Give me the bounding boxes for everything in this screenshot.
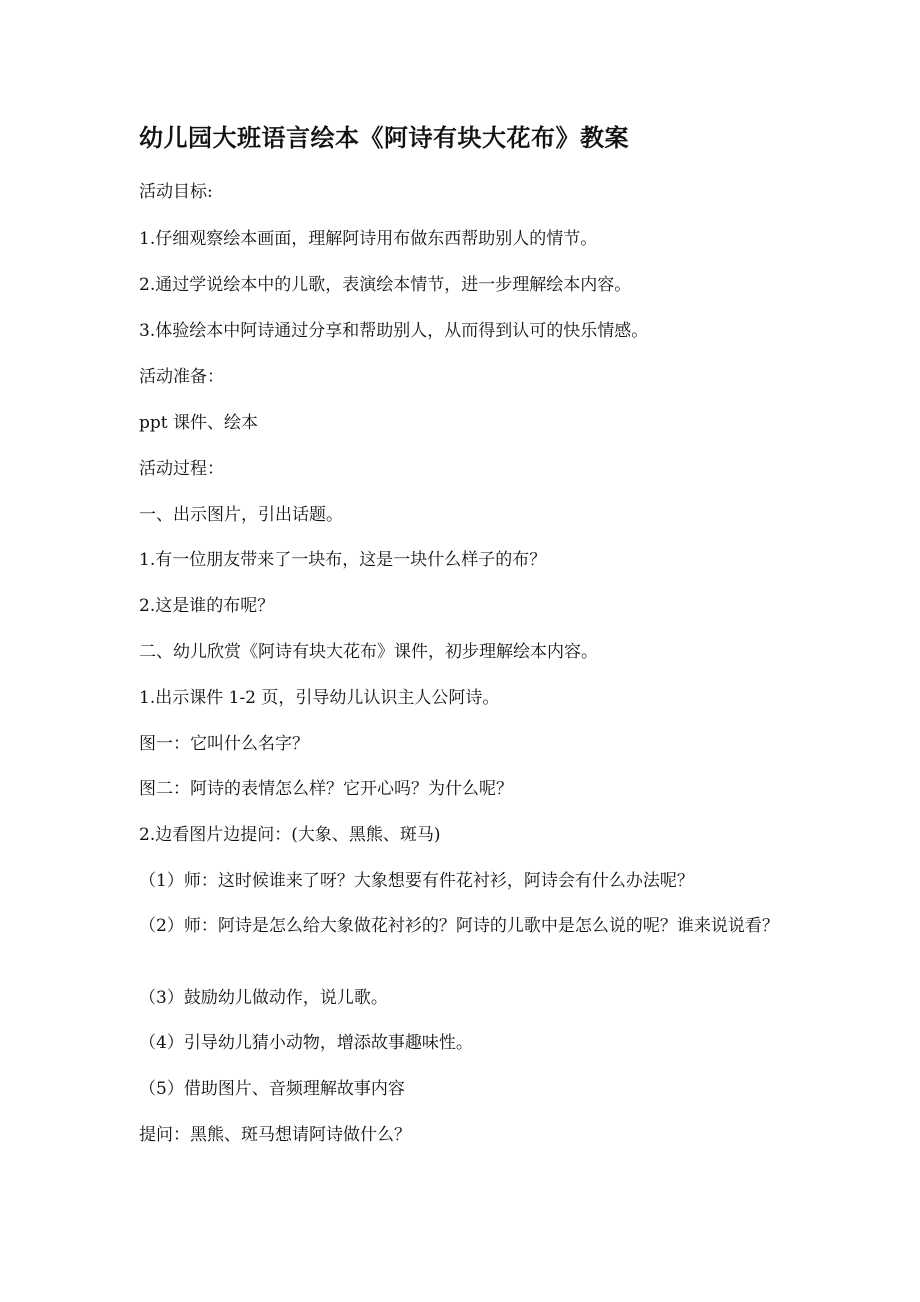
activity-step-5: （5）借助图片、音频理解故事内容 [139,1079,405,1099]
picture-two-question: 图二：阿诗的表情怎么样？它开心吗？为什么呢？ [139,779,513,799]
section-heading-process: 活动过程： [139,459,224,479]
process-step-1: 一、出示图片，引出话题。 [139,505,343,525]
preparation-materials: ppt 课件、绘本 [139,413,258,433]
activity-step-3: （3）鼓励幼儿做动作，说儿歌。 [139,988,388,1008]
goal-item-3: 3.体验绘本中阿诗通过分享和帮助别人，从而得到认可的快乐情感。 [139,321,649,341]
process-question-1: 1.有一位朋友带来了一块布，这是一块什么样子的布？ [139,550,547,570]
goal-item-1: 1.仔细观察绘本画面，理解阿诗用布做东西帮助别人的情节。 [139,229,598,249]
goal-item-2: 2.通过学说绘本中的儿歌，表演绘本情节，进一步理解绘本内容。 [139,275,632,295]
teacher-question-2: （2）师：阿诗是怎么给大象做花衬衫的？阿诗的儿歌中是怎么说的呢？谁来说说看？ [139,916,779,936]
section-heading-preparation: 活动准备： [139,367,224,387]
process-substep-2: 2.边看图片边提问：(大象、黑熊、斑马) [139,825,441,845]
process-step-2: 二、幼儿欣赏《阿诗有块大花布》课件，初步理解绘本内容。 [139,642,598,662]
picture-one-question: 图一：它叫什么名字？ [139,734,309,754]
process-substep-1: 1.出示课件 1-2 页，引导幼儿认识主人公阿诗。 [139,688,500,708]
teacher-question-1: （1）师：这时候谁来了呀？大象想要有件花衬衫，阿诗会有什么办法呢？ [139,871,694,891]
activity-step-4: （4）引导幼儿猜小动物，增添故事趣味性。 [139,1033,473,1053]
process-question-2: 2.这是谁的布呢？ [139,596,275,616]
section-heading-goals: 活动目标: [139,182,213,202]
follow-up-question: 提问：黑熊、斑马想请阿诗做什么？ [139,1125,411,1145]
document-title: 幼儿园大班语言绘本《阿诗有块大花布》教案 [139,124,629,152]
